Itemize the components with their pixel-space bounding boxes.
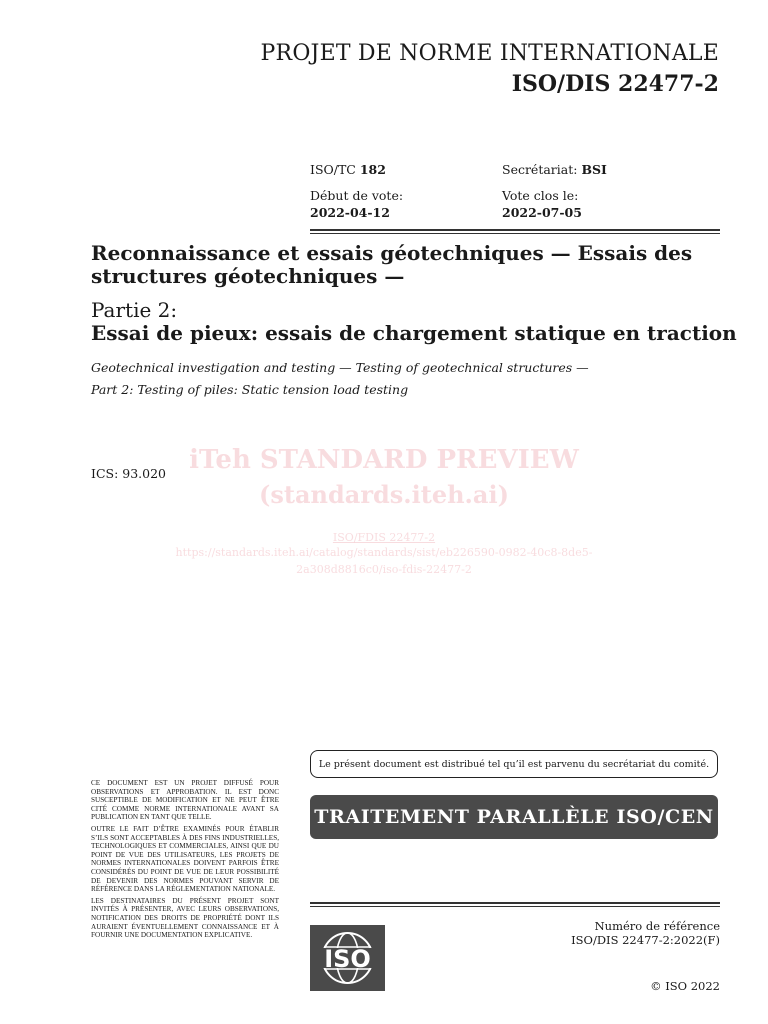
- distribution-note: Le présent document est distribué tel qu’il est parvenu du secrétariat du comité.: [310, 750, 718, 778]
- english-title-line1: Geotechnical investigation and testing — Testing of geotechnical structures —: [91, 360, 589, 375]
- iso-logo-text: ISO: [324, 945, 371, 973]
- parallel-processing-banner: TRAITEMENT PARALLÈLE ISO/CEN: [310, 795, 718, 839]
- title-divider-thin: [310, 233, 720, 234]
- footer-divider-thin: [310, 906, 720, 907]
- disclaimer-paragraph-3: LES DESTINATAIRES DU PRÉSENT PROJET SONT INVITÉS À PRÉSENTER, AVEC LEURS OBSERVATIONS, NOTIFICATION DES DROITS DE PROPRIÉTÉ DONT ILS AURAIENT ÉVENTUELLEMENT CONNAISSANCE ET À FOURNIR UNE DOCUMENTATION EXPLICATIVE.: [91, 896, 279, 940]
- ics-code: ICS: 93.020: [91, 466, 166, 481]
- vote-start-info: [310, 187, 403, 221]
- vote-close-info: [502, 187, 582, 221]
- watermark-line5: 2a308d8816c0/iso-fdis-22477-2: [296, 563, 472, 576]
- watermark-line4: https://standards.iteh.ai/catalog/standards/sist/eb226590-0982-40c8-8de5-: [175, 546, 593, 559]
- vote-start-value: 2022-04-12: [310, 205, 390, 220]
- tc-info: [310, 161, 386, 178]
- reference-number-value: ISO/DIS 22477-2:2022(F): [571, 933, 720, 947]
- disclaimer-paragraph-2: OUTRE LE FAIT D’ÊTRE EXAMINÉS POUR ÉTABLIR S’ILS SONT ACCEPTABLES À DES FINS INDUSTRIELLES, TECHNOLOGIQUES ET COMMERCIALES, AINSI QUE DU POINT DE VUE DES UTILISATEURS, LES PROJETS DE NORMES INTERNATIONALES DOIVENT PARFOIS ÊTRE CONSIDÉRÉS DU POINT DE VUE DE LEUR POSSIBILITÉ DE DEVENIR DES NORMES POUVANT SERVIR DE RÉFÉRENCE DANS LA RÉGLEMENTATION NATIONALE.: [91, 824, 279, 894]
- disclaimer-paragraph-1: CE DOCUMENT EST UN PROJET DIFFUSÉ POUR OBSERVATIONS ET APPROBATION. IL EST DONC SUSCEPTIBLE DE MODIFICATION ET NE PEUT ÊTRE CITÉ COMME NORME INTERNATIONALE AVANT SA PUBLICATION EN TANT QUE TELLE.: [91, 779, 279, 822]
- title-part: Partie 2:: [91, 298, 178, 322]
- english-title-line2: Part 2: Testing of piles: Static tension load testing: [91, 382, 409, 397]
- secretariat-info: [502, 161, 607, 178]
- title-subtitle: Essai de pieux: essais de chargement statique en traction: [91, 321, 737, 345]
- document-reference-header: ISO/DIS 22477-2: [511, 71, 719, 97]
- watermark-line3: ISO/FDIS 22477-2: [332, 531, 436, 544]
- tc-label: ISO/TC: [310, 162, 356, 177]
- watermark-line2: (standards.iteh.ai): [259, 480, 509, 509]
- disclaimer-block: [91, 779, 279, 943]
- vote-close-label: Vote clos le:: [502, 188, 579, 203]
- reference-number-label: Numéro de référence: [594, 919, 720, 933]
- iso-logo-icon: [310, 925, 385, 991]
- tc-value: 182: [359, 162, 386, 177]
- secretariat-label: Secrétariat:: [502, 162, 578, 177]
- watermark-line1: iTeh STANDARD PREVIEW: [189, 445, 579, 475]
- footer-divider-thick: [310, 902, 720, 904]
- copyright: © ISO 2022: [650, 979, 720, 993]
- document-kind: PROJET DE NORME INTERNATIONALE: [260, 41, 719, 66]
- title-divider-thick: [310, 229, 720, 231]
- title-main: Reconnaissance et essais géotechniques — Essais des structures géotechniques —: [91, 241, 693, 288]
- vote-close-value: 2022-07-05: [502, 205, 582, 220]
- secretariat-value: BSI: [581, 162, 607, 177]
- vote-start-label: Début de vote:: [310, 188, 404, 203]
